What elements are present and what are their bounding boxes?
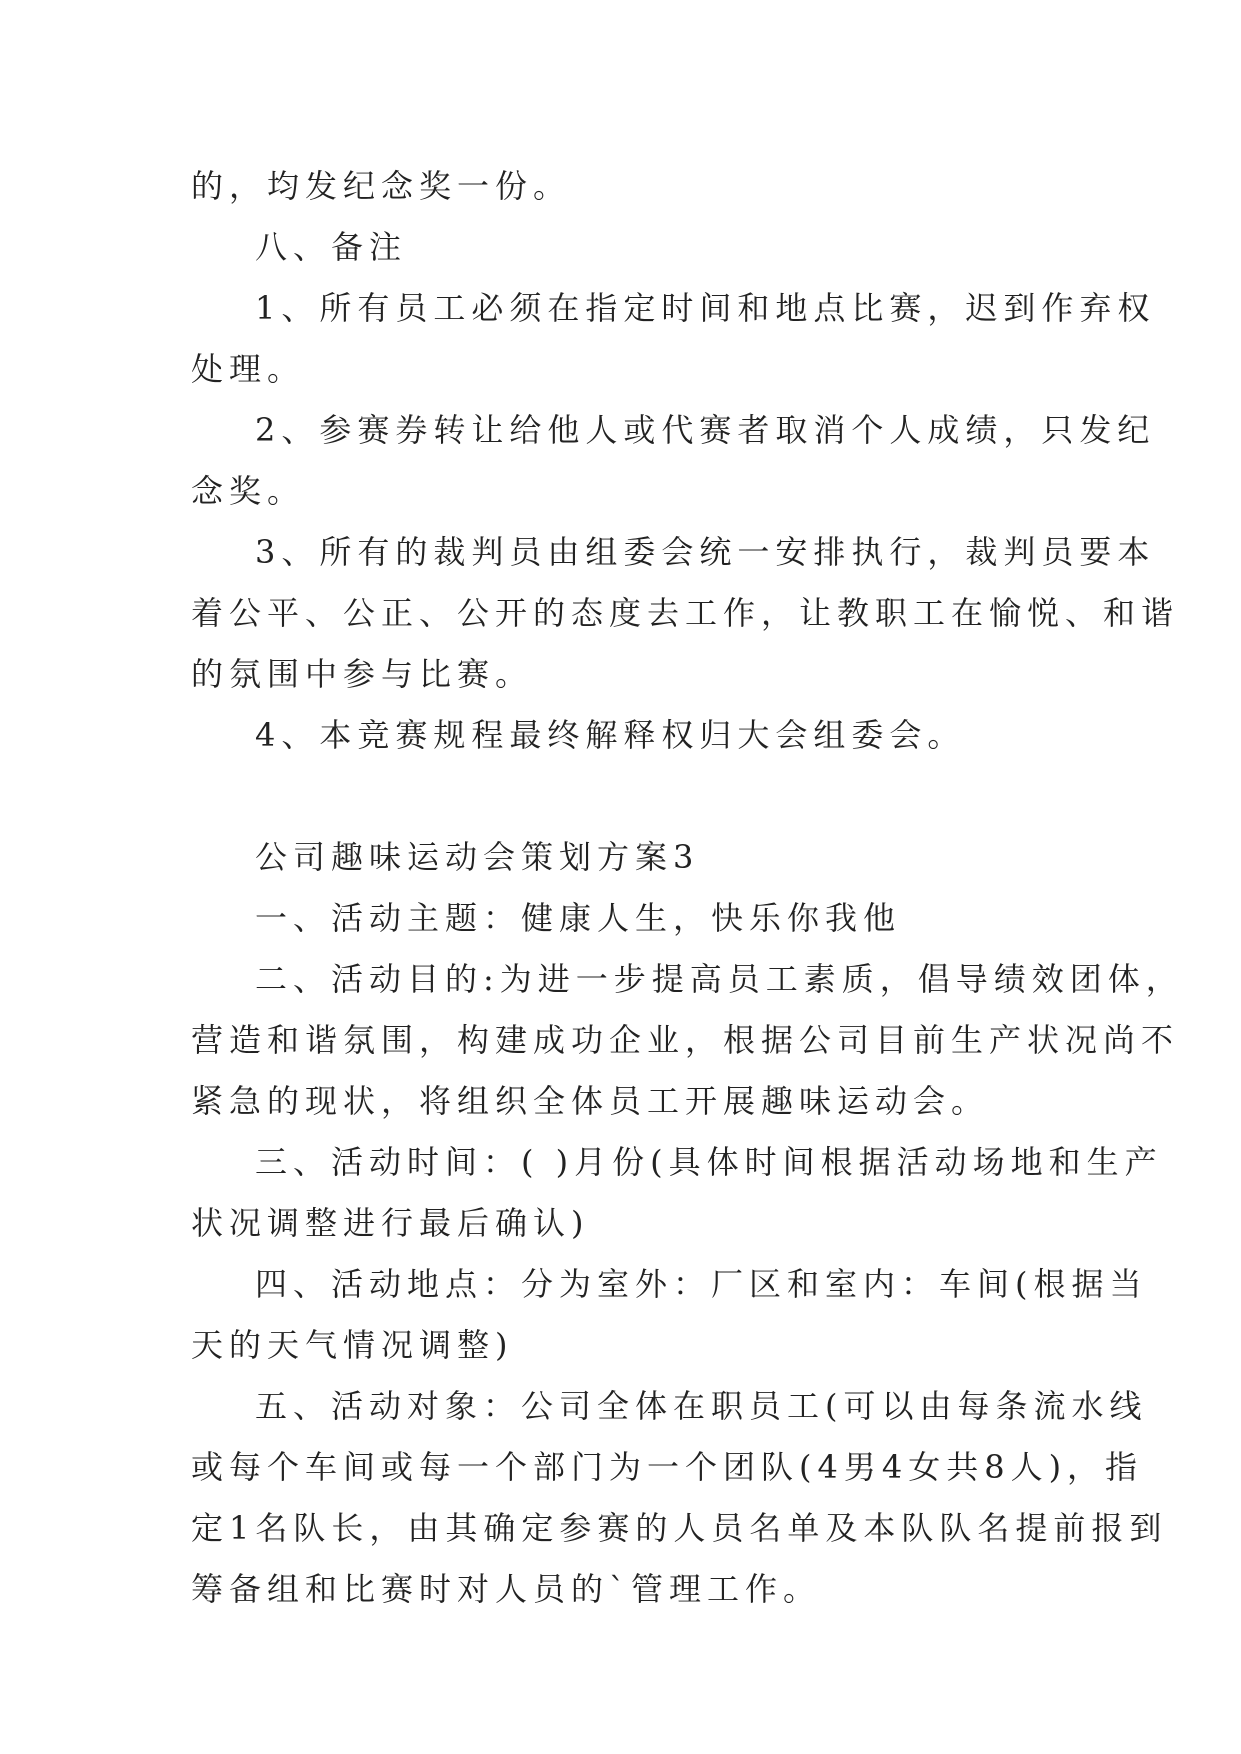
item-5-line-2: 或每个车间或每一个部门为一个团队(4男4女共8人)，指: [191, 1448, 1144, 1486]
note-2-line-1: 2、参赛券转让给他人或代赛者取消个人成绩，只发纪: [255, 411, 1156, 449]
section-heading-remarks: 八、备注: [255, 228, 408, 266]
section-remarks: [191, 156, 1180, 766]
item-1-line-1: 一、活动主题：健康人生，快乐你我他: [255, 899, 902, 937]
note-2-line-2: 念奖。: [191, 472, 306, 510]
section-spacer: [191, 766, 1051, 827]
paragraph-continuation: 的，均发纪念奖一份。: [191, 167, 572, 205]
item-4-line-1: 四、活动地点：分为室外：厂区和室内：车间(根据当: [255, 1265, 1148, 1303]
item-2-line-2: 营造和谐氛围，构建成功企业，根据公司目前生产状况尚不: [191, 1021, 1180, 1059]
section-plan-3: [191, 827, 1184, 1620]
note-1-line-2: 处理。: [191, 350, 306, 388]
item-4-line-2: 天的天气情况调整): [191, 1326, 514, 1364]
note-3-line-1: 3、所有的裁判员由组委会统一安排执行，裁判员要本: [255, 533, 1156, 571]
plan-title: 公司趣味运动会策划方案3: [255, 838, 700, 876]
item-3-line-2: 状况调整进行最后确认): [191, 1204, 590, 1242]
item-5-line-4: 筹备组和比赛时对人员的`管理工作。: [191, 1570, 822, 1608]
note-3-line-3: 的氛围中参与比赛。: [191, 655, 534, 693]
item-5-line-1: 五、活动对象：公司全体在职员工(可以由每条流水线: [255, 1387, 1148, 1425]
note-1-line-1: 1、所有员工必须在指定时间和地点比赛，迟到作弃权: [255, 289, 1156, 327]
note-3-line-2: 着公平、公正、公开的态度去工作，让教职工在愉悦、和谐: [191, 594, 1180, 632]
item-5-line-3: 定1名队长，由其确定参赛的人员名单及本队队名提前报到: [191, 1509, 1168, 1547]
item-2-line-1: 二、活动目的:为进一步提高员工素质，倡导绩效团体，: [255, 960, 1184, 998]
note-4-line-1: 4、本竞赛规程最终解释权归大会组委会。: [255, 716, 966, 754]
item-3-line-1: 三、活动时间：( )月份(具体时间根据活动场地和生产: [255, 1143, 1163, 1181]
document-body: [191, 156, 1184, 1620]
item-2-line-3: 紧急的现状，将组织全体员工开展趣味运动会。: [191, 1082, 990, 1120]
